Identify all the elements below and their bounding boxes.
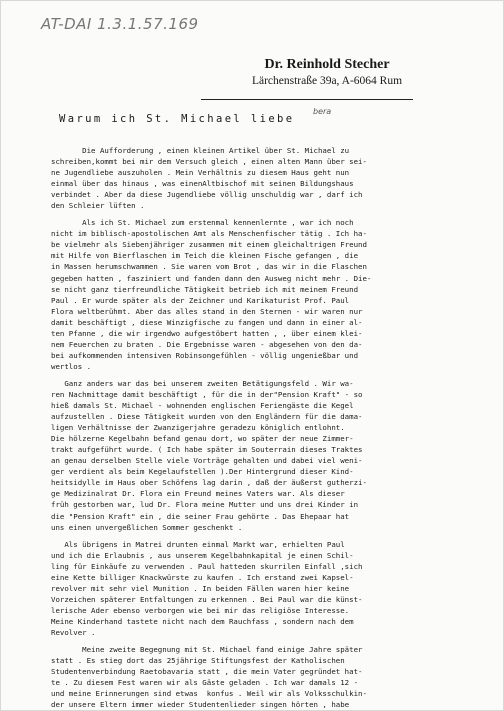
text-line: se nicht ganz tierfreundliche Tätigkeit betrieb ich mit meinem Freund	[51, 284, 359, 294]
text-line: gegeben hatten , fasziniert und fanden dann den Ausweg nicht mehr . Die-	[51, 273, 372, 283]
text-line: mit Hilfe von Bierflaschen im Teich die kleinen Fische gefangen , die	[51, 251, 359, 261]
text-line: Vorzeichen späterer Entfaltungen zu erkennen . Bei Paul war die künst-	[51, 594, 363, 604]
text-line: ger verdient als beim Kegelaufstellen ).Der Hintergrund dieser Kind-	[51, 467, 354, 477]
paragraph	[51, 217, 491, 372]
text-line: der unsere Eltern immer wieder Studentenlieder singen hörten , habe	[51, 700, 350, 710]
text-line: den Schleier lüften .	[51, 201, 145, 211]
archive-stamp: AT-DAI 1.3.1.57.169	[41, 15, 199, 33]
text-line: und ich die Erlaubnis , aus unserem Kegelbahnkapital je einen Schil-	[51, 550, 354, 560]
text-line: lerische Ader ebenso verborgen wie bei mir das religiöse Interesse.	[51, 605, 350, 615]
text-line: aufzustellen . Diese Tätigkeit wurden von den Engländern für die dama-	[51, 412, 363, 422]
text-line: in Massen herumschwammen . Sie waren vom Brot , das wir in die Flaschen	[51, 262, 367, 272]
text-line: schreiben,kommt bei mir dem Versuch gleich , einen alten Mann über sei-	[51, 157, 367, 167]
paragraph	[51, 378, 491, 533]
paragraph	[51, 539, 491, 638]
paragraph	[51, 644, 491, 710]
text-line: wertlos .	[51, 361, 92, 371]
letterhead-address: Lärchenstraße 39a, A-6064 Rum	[251, 75, 403, 87]
text-line: te . Zu diesem Fest waren wir als Gäste geladen . Ich war damals 12 -	[51, 678, 359, 688]
text-line: Revolver .	[51, 627, 96, 637]
text-line: früh gestorben war, lud Dr. Flora meine Mutter und uns drei Kinder in	[51, 500, 359, 510]
text-line: Ganz anders war das bei unserem zweiten Betätigungsfeld . Wir wa-	[51, 378, 354, 388]
letterhead-rule	[201, 99, 413, 100]
text-line: Meine zweite Begegnung mit St. Michael fand einige Jahre später	[51, 645, 363, 655]
letterhead-name: Dr. Reinhold Stecher	[264, 57, 390, 72]
text-line: heitsidylle im Haus ober Schöfens lag darin , daß der äußerst gutherzi-	[51, 478, 367, 488]
text-line: Als ich St. Michael zum erstenmal kennenlernte , war ich noch	[51, 218, 354, 228]
text-line: Meine Kinderhand tastete nicht nach dem Rauchfass , sondern nach dem	[51, 616, 354, 626]
text-line: ling für Einkäufe zu verwenden . Paul hatteden skurrilen Einfall ,sich	[51, 561, 363, 571]
text-line: ten Pfanne , die wir irgendwo aufgestöbert hatten , , über einem klei-	[51, 328, 363, 338]
text-line: ne Jugendliebe auszuholen . Mein Verhältnis zu diesem Haus geht nun	[51, 168, 350, 178]
text-line: ge Medizinalrat Dr. Flora ein Freund meines Vaters war. Als dieser	[51, 489, 345, 499]
text-line: hieß damals St. Michael - wohnenden englischen Feriengäste die Kegel	[51, 401, 354, 411]
text-line: nicht im biblisch-apostolischen Amt als Menschenfischer tätig . Ich ha-	[51, 229, 367, 239]
text-line: statt . Es stieg dort das 25jährige Stiftungsfest der Katholischen	[51, 656, 345, 666]
text-line: Als übrigens in Matrei drunten einmal Markt war, erhielten Paul	[51, 539, 345, 549]
text-line: bei aufkommenden intensiven Robinsongefühlen - völlig ungenießbar und	[51, 350, 359, 360]
handwritten-insert: bera	[313, 107, 332, 116]
text-line: die "Pension Kraft" ein , die seiner Frau gehörte . Das Ehepaar hat	[51, 511, 350, 521]
text-line: Flora weltberühmt. Aber das alles stand in den Sternen - wir waren nur	[51, 306, 363, 316]
text-line: Die hölzerne Kegelbahn befand genau dort, wo später der neue Zimmer-	[51, 434, 354, 444]
text-line: revolver mit sehr viel Munition . In beiden Fällen waren hier keine	[51, 583, 350, 593]
text-line: Paul . Er wurde später als der Zeichner und Karikaturist Prof. Paul	[51, 295, 350, 305]
text-line: Die Aufforderung , einen kleinen Artikel über St. Michael zu	[51, 146, 350, 155]
text-line: trakt aufgeführt wurde. ( Ich habe später im Souterrain dieses Traktes	[51, 445, 363, 455]
text-line: verbindet . Aber da diese Jugendliebe völlig unschuldig war , darf ich	[51, 190, 363, 200]
letter-body	[51, 145, 491, 710]
text-line: eine Kette billiger Knackwürste zu kaufen . Ich erstand zwei Kapsel-	[51, 572, 354, 582]
text-line: Studentenverbindung Raetobavaria statt , die mein Vater gegründet hat-	[51, 667, 363, 677]
text-line: damit beschäftigt , diese Winzigfische zu fangen und dann in einer al-	[51, 317, 363, 327]
text-line: ren Nachmittage damit beschäftigt , für die in der"Pension Kraft" - so	[51, 389, 363, 399]
text-line: ligen Verhältnisse der Zwanzigerjahre geradezu königlich entlohnt.	[51, 423, 345, 433]
text-line: uns einen unvergeßlichen Sommer geschenkt .	[51, 522, 243, 532]
letterhead	[1, 57, 503, 87]
text-line: nem Feuerchen zu braten . Die Ergebnisse waren - abgesehen von den da-	[51, 339, 363, 349]
paragraph	[51, 145, 491, 211]
text-line: an genau derselben Stelle viele Vorträge gehalten und dabei viel weni-	[51, 456, 363, 466]
text-line: be vielmehr als Siebenjähriger zusammen mit einem gleichaltrigen Freund	[51, 240, 367, 250]
letter-title: Warum ich St. Michael liebe	[59, 113, 295, 125]
text-line: einmal über das hinaus , was einenAltbischof mit seinen Bildungshaus	[51, 179, 354, 189]
text-line: und meine Erinnerungen sind etwas konfus . Weil wir als Volksschulkin-	[51, 689, 367, 699]
